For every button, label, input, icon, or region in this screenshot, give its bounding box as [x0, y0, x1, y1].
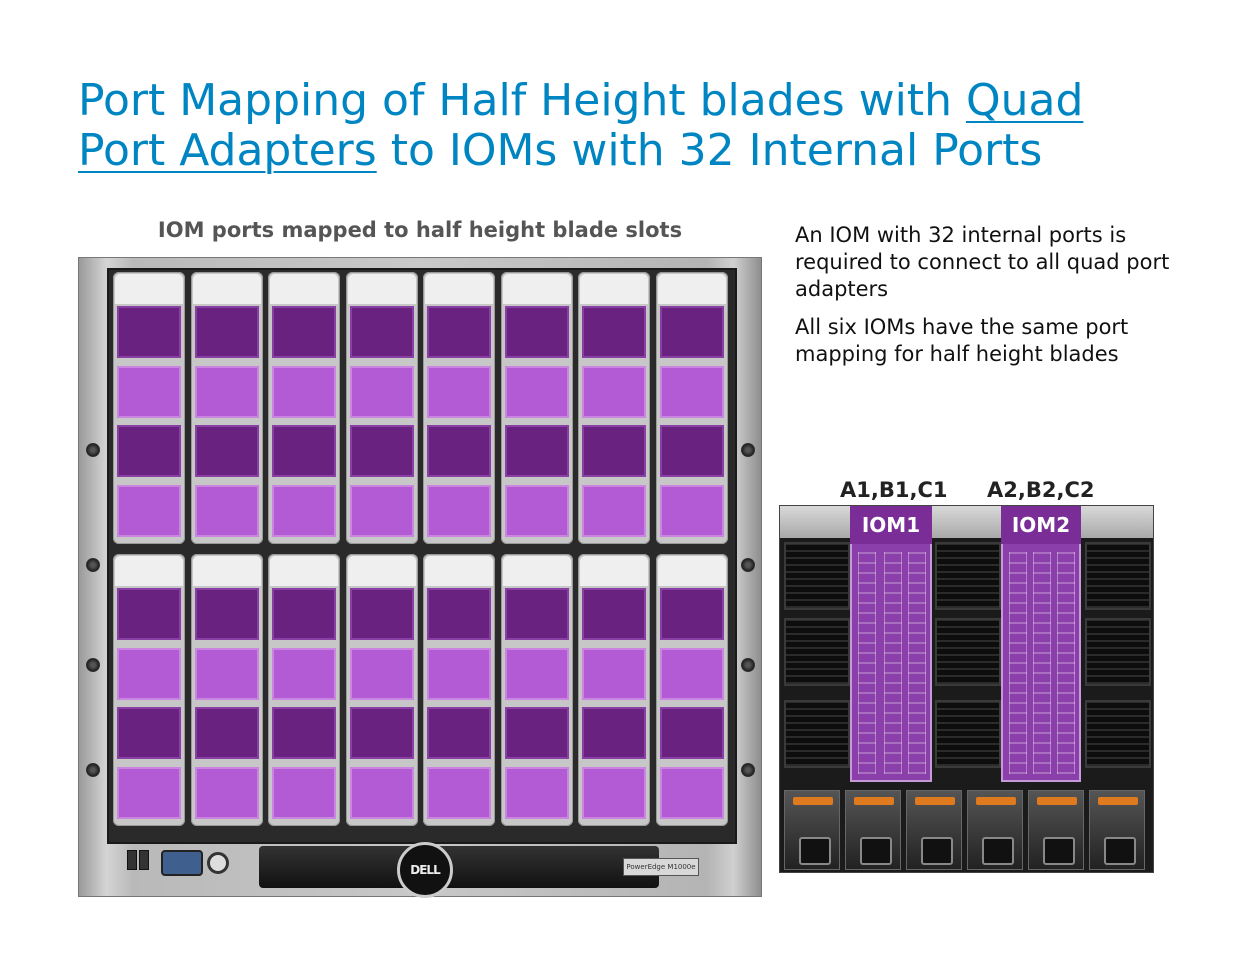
half-height-blade [578, 272, 650, 544]
half-height-blade [346, 554, 418, 826]
iom-port-cell [350, 306, 414, 358]
iom-port-cell [117, 485, 181, 537]
iom-port-cell [350, 767, 414, 819]
iom-port-lane [1009, 552, 1027, 774]
half-height-blade [268, 554, 340, 826]
psu-indicator [976, 797, 1016, 805]
iom-port-cell [582, 366, 646, 418]
half-height-blade [578, 554, 650, 826]
iom-port-cell [660, 648, 724, 700]
iom-port-cell [350, 707, 414, 759]
iom-port-cell [195, 648, 259, 700]
blade-handle [580, 274, 648, 304]
iom2-label: IOM2 [1001, 506, 1081, 544]
iom-port-cell [350, 648, 414, 700]
usb-port [127, 850, 137, 870]
description [795, 222, 1175, 379]
iom-port-cell [427, 366, 491, 418]
power-supply [784, 790, 840, 870]
chassis-screw [741, 443, 755, 457]
iom-port-lane [884, 552, 902, 774]
front-control-panel [259, 846, 659, 888]
blade-handle [193, 274, 261, 304]
half-height-blade [113, 554, 185, 826]
iom-port-cell [505, 588, 569, 640]
half-height-blade [268, 272, 340, 544]
iom-port-cell [427, 648, 491, 700]
iom2-module[interactable] [1001, 506, 1081, 782]
psu-indicator [854, 797, 894, 805]
iom-port-cell [505, 767, 569, 819]
half-height-blade [346, 272, 418, 544]
iom-port-lane [908, 552, 926, 774]
iom-port-cell [660, 425, 724, 477]
chassis-screw [86, 763, 100, 777]
iom1-module[interactable] [850, 506, 932, 782]
power-socket [982, 837, 1014, 865]
model-plate: PowerEdge M1000e [623, 858, 699, 876]
iom-port-cell [272, 588, 336, 640]
psu-indicator [1098, 797, 1138, 805]
fan-module [1085, 700, 1151, 768]
chassis-screw [741, 658, 755, 672]
title-part1: Port Mapping of Half Height blades with [78, 75, 966, 126]
usb-port [139, 850, 149, 870]
iom-port-cell [582, 425, 646, 477]
iom-port-cell [582, 588, 646, 640]
iom-port-cell [117, 648, 181, 700]
description-line-1: An IOM with 32 internal ports is required to connect to all quad port adapters [795, 223, 1170, 301]
iom-port-cell [350, 366, 414, 418]
iom1-fabric-label: A1,B1,C1 [840, 478, 948, 502]
rear-management-strip [780, 506, 1153, 538]
iom-port-cell [195, 767, 259, 819]
fan-module [784, 618, 850, 686]
power-socket [1104, 837, 1136, 865]
iom-port-cell [272, 648, 336, 700]
iom-port-cell [660, 306, 724, 358]
half-height-blade [656, 554, 728, 826]
blade-handle [503, 556, 571, 586]
psu-indicator [1037, 797, 1077, 805]
iom-port-cell [117, 306, 181, 358]
power-socket [799, 837, 831, 865]
iom-port-cell [195, 485, 259, 537]
chassis-caption: IOM ports mapped to half height blade slots [157, 218, 683, 242]
iom2-fabric-label: A2,B2,C2 [987, 478, 1095, 502]
fan-module [935, 542, 1001, 610]
iom-port-cell [195, 306, 259, 358]
iom-port-cell [505, 648, 569, 700]
iom-port-cell [505, 366, 569, 418]
iom1-label: IOM1 [850, 506, 932, 544]
iom-port-cell [427, 425, 491, 477]
fan-module [784, 542, 850, 610]
iom-port-cell [427, 707, 491, 759]
power-supply [845, 790, 901, 870]
iom-port-cell [272, 485, 336, 537]
blade-handle [658, 556, 726, 586]
iom-port-cell [350, 485, 414, 537]
vga-port [161, 850, 203, 876]
iom-port-cell [427, 767, 491, 819]
blade-handle [193, 556, 261, 586]
iom-port-cell [427, 306, 491, 358]
blade-handle [115, 274, 183, 304]
iom-port-cell [195, 425, 259, 477]
iom-port-cell [582, 306, 646, 358]
iom-port-cell [117, 366, 181, 418]
iom-port-cell [660, 588, 724, 640]
half-height-blade [501, 554, 573, 826]
fan-module [1085, 542, 1151, 610]
half-height-blade [113, 272, 185, 544]
power-button[interactable] [207, 852, 229, 874]
title-part2: to IOMs with 32 Internal Ports [376, 125, 1043, 176]
blade-handle [270, 274, 338, 304]
psu-indicator [793, 797, 833, 805]
iom-port-cell [427, 485, 491, 537]
iom-port-cell [272, 707, 336, 759]
chassis-screw [741, 763, 755, 777]
page-title [78, 76, 1158, 176]
iom-port-cell [660, 485, 724, 537]
half-height-blade [501, 272, 573, 544]
iom-port-cell [660, 366, 724, 418]
iom-port-cell [272, 767, 336, 819]
blade-handle [425, 274, 493, 304]
power-socket [921, 837, 953, 865]
iom-port-cell [582, 485, 646, 537]
iom-port-cell [272, 425, 336, 477]
power-socket [1043, 837, 1075, 865]
iom-port-cell [505, 485, 569, 537]
chassis-screw [86, 443, 100, 457]
iom-port-lane [1057, 552, 1075, 774]
iom-port-cell [582, 767, 646, 819]
iom-port-cell [117, 707, 181, 759]
iom-port-cell [660, 767, 724, 819]
iom-port-cell [350, 425, 414, 477]
iom-port-cell [195, 588, 259, 640]
half-height-blade [191, 272, 263, 544]
half-height-blade [423, 272, 495, 544]
fan-module [935, 618, 1001, 686]
blade-handle [425, 556, 493, 586]
half-height-blade [656, 272, 728, 544]
iom-port-cell [582, 648, 646, 700]
iom-port-cell [505, 425, 569, 477]
fan-module [935, 700, 1001, 768]
iom-port-lane [1033, 552, 1051, 774]
chassis-screw [86, 558, 100, 572]
half-height-blade [191, 554, 263, 826]
iom-port-cell [660, 707, 724, 759]
iom-port-lane [858, 552, 876, 774]
blade-handle [580, 556, 648, 586]
blade-handle [115, 556, 183, 586]
blade-handle [270, 556, 338, 586]
quad-port-adapters-link[interactable]: Quad Port Adapters [78, 75, 1084, 176]
power-supply [1089, 790, 1145, 870]
blade-handle [658, 274, 726, 304]
blade-bay [107, 268, 737, 844]
iom-port-cell [272, 306, 336, 358]
rear-chassis [779, 505, 1154, 873]
chassis-screw [86, 658, 100, 672]
blade-handle [503, 274, 571, 304]
iom-port-cell [272, 366, 336, 418]
description-line-2: All six IOMs have the same port mapping for half height blades [795, 315, 1129, 366]
blade-handle [348, 556, 416, 586]
iom-port-cell [117, 425, 181, 477]
iom-port-cell [117, 767, 181, 819]
power-supply [967, 790, 1023, 870]
blade-handle [348, 274, 416, 304]
iom-port-cell [427, 588, 491, 640]
fan-module [784, 700, 850, 768]
iom-port-cell [505, 707, 569, 759]
iom-port-cell [195, 366, 259, 418]
half-height-blade [423, 554, 495, 826]
iom-port-cell [195, 707, 259, 759]
front-chassis [78, 257, 762, 897]
power-supply [1028, 790, 1084, 870]
power-supply [906, 790, 962, 870]
iom-port-cell [117, 588, 181, 640]
iom-port-cell [505, 306, 569, 358]
psu-indicator [915, 797, 955, 805]
chassis-screw [741, 558, 755, 572]
iom-port-cell [582, 707, 646, 759]
power-socket [860, 837, 892, 865]
dell-logo: DELL [397, 842, 453, 898]
iom-port-cell [350, 588, 414, 640]
fan-module [1085, 618, 1151, 686]
